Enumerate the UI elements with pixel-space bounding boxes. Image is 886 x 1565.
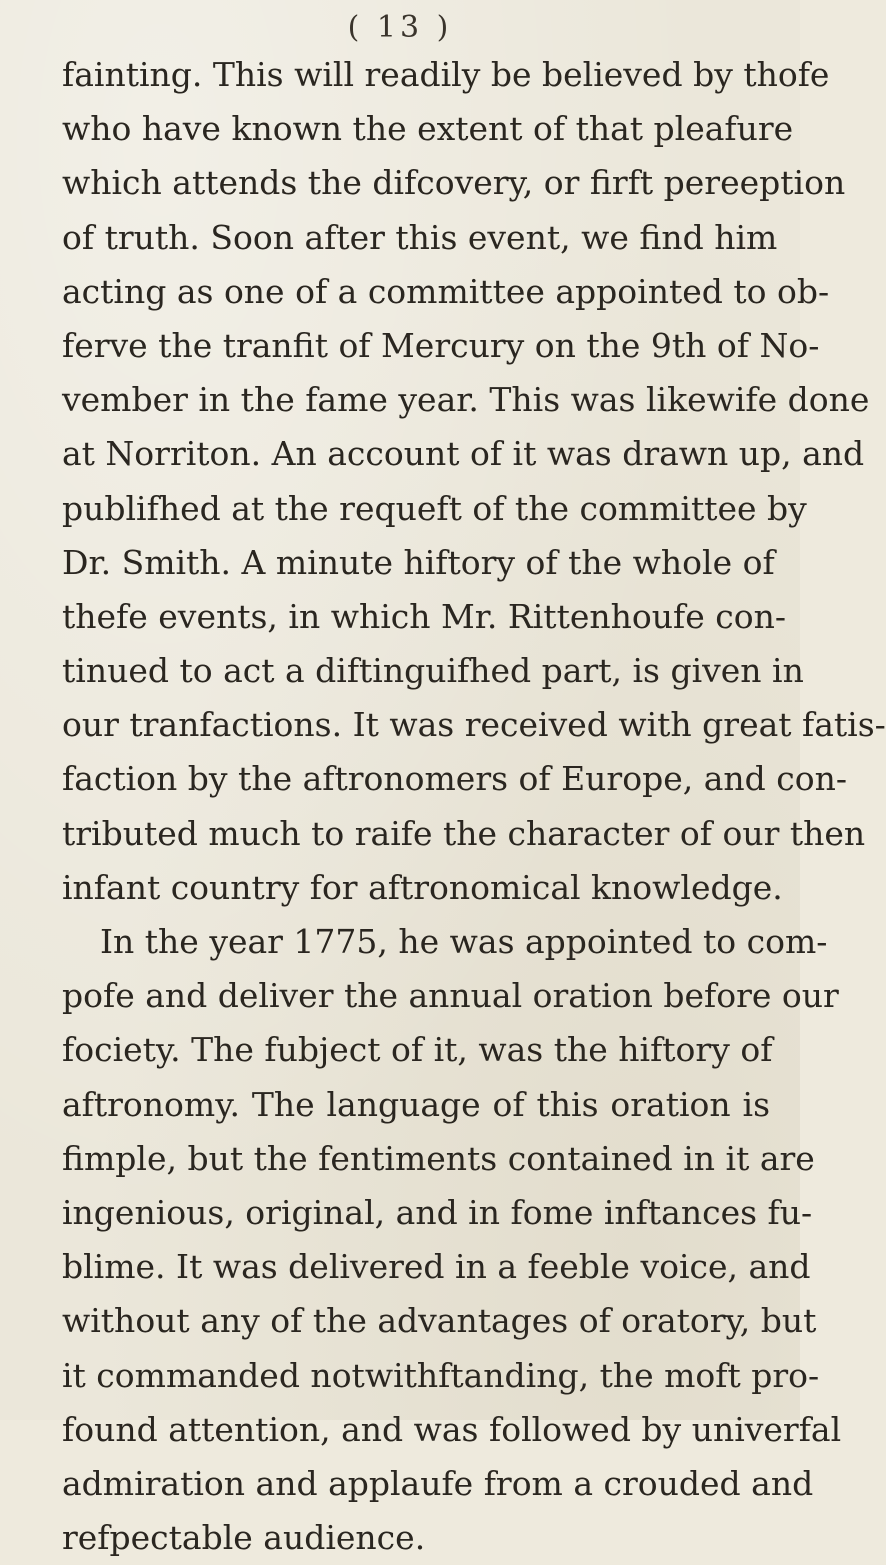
text-line: aftronomy. The language of this oration is xyxy=(62,1084,770,1124)
text-line: fociety. The fubject of it, was the hiftory of xyxy=(62,1030,773,1070)
text-line: In the year 1775, he was appointed to com- xyxy=(100,922,828,961)
text-line: without any of the advantages of oratory, but xyxy=(62,1301,817,1341)
text-line: vember in the fame year. This was likewife done xyxy=(62,380,870,420)
text-line: of truth. Soon after this event, we find him xyxy=(62,217,778,257)
text-line: acting as one of a committee appointed to ob- xyxy=(62,271,830,311)
text-line: tinued to act a diftinguifhed part, is given in xyxy=(62,651,804,691)
text-line: fimple, but the fentiments contained in it are xyxy=(62,1138,815,1178)
text-line: blime. It was delivered in a feeble voice, and xyxy=(62,1247,811,1287)
text-line: who have known the extent of that pleafure xyxy=(62,109,794,149)
text-line: at Norriton. An account of it was drawn up, and xyxy=(62,434,865,474)
text-line: Dr. Smith. A minute hiftory of the whole of xyxy=(62,542,775,582)
page-number: ( 13 ) xyxy=(347,10,453,45)
text-line: it commanded notwithftanding, the moft pro- xyxy=(62,1355,820,1395)
text-line: ingenious, original, and in fome inftances fu- xyxy=(62,1192,813,1232)
text-line: found attention, and was followed by univerfal xyxy=(62,1409,842,1449)
text-line: tributed much to raife the character of our then xyxy=(62,813,866,853)
text-line: admiration and applaufe from a crouded and xyxy=(62,1463,814,1503)
text-line: refpectable audience. xyxy=(62,1518,426,1558)
text-line: publifhed at the requeft of the committee by xyxy=(62,488,807,528)
page-body-text xyxy=(62,48,886,1565)
text-line: pofe and deliver the annual oration before our xyxy=(62,976,839,1016)
text-line: infant country for aftronomical knowledge. xyxy=(62,867,783,907)
text-line: fainting. This will readily be believed by thofe xyxy=(62,55,830,94)
text-line: ferve the tranfit of Mercury on the 9th of No- xyxy=(62,325,820,365)
text-line: faction by the aftronomers of Europe, and con- xyxy=(62,759,848,799)
text-line: thefe events, in which Mr. Rittenhoufe con- xyxy=(62,596,786,636)
text-line: our tranfactions. It was received with great fatis- xyxy=(62,705,886,745)
text-line: which attends the difcovery, or firft pereeption xyxy=(62,163,846,203)
